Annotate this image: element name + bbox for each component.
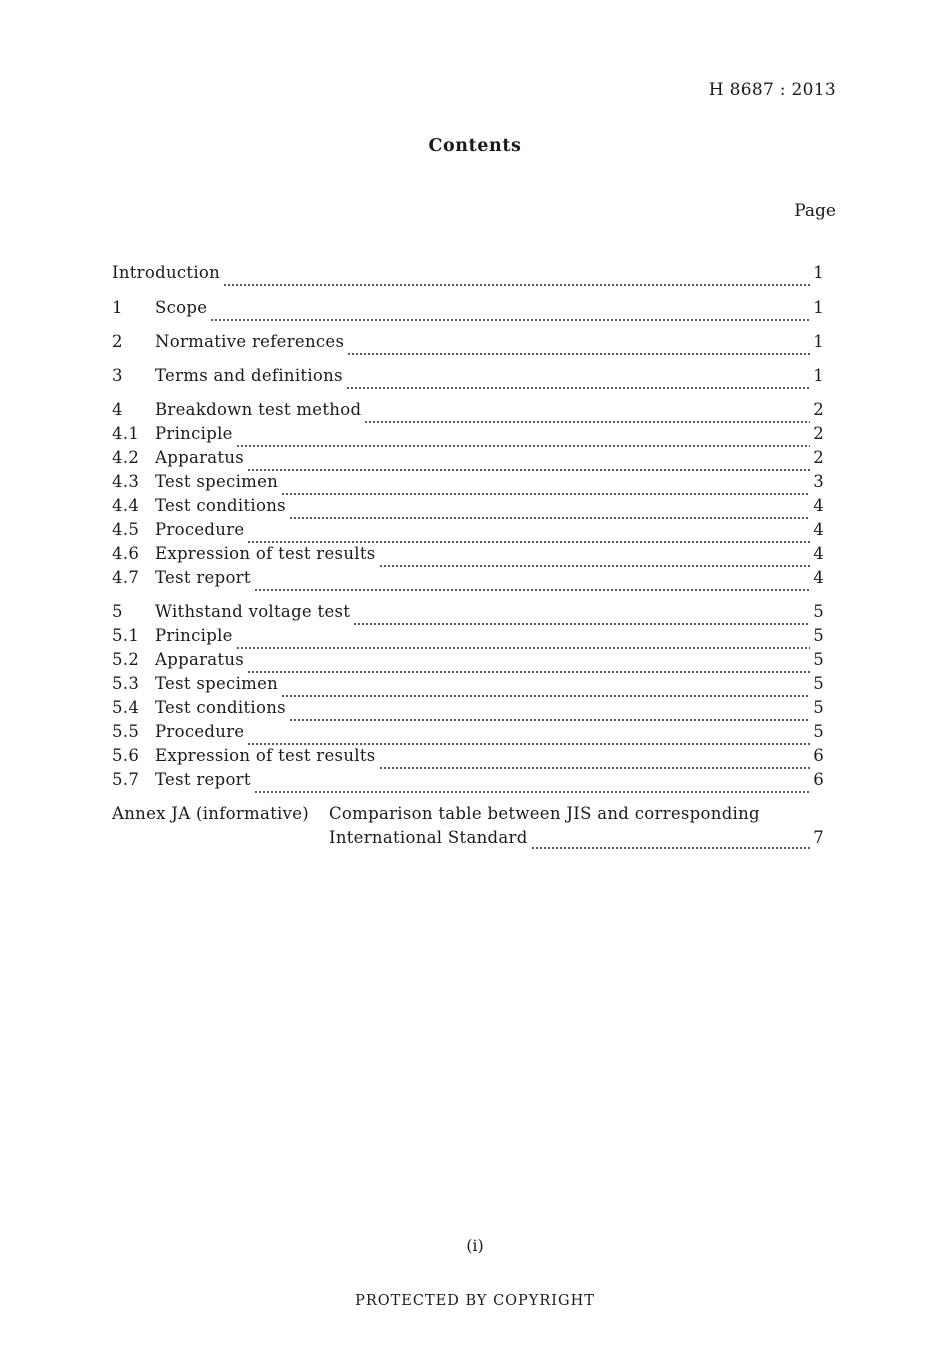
toc-entry[interactable]: [112, 722, 824, 746]
toc-entry[interactable]: [112, 674, 824, 698]
leader-dots: [247, 528, 810, 544]
toc-entry-number: 4: [112, 400, 123, 419]
toc-entry-number: 3: [112, 366, 123, 385]
toc-entry[interactable]: [112, 602, 824, 626]
leader-dots: [281, 480, 810, 496]
toc-entry-number: 2: [112, 332, 123, 351]
toc-entry-title: Test report: [155, 568, 251, 587]
toc-entry-page: 1: [813, 332, 824, 351]
toc-entry-title: Terms and definitions: [155, 366, 343, 385]
toc-entry-page: 1: [813, 298, 824, 317]
leader-dots: [247, 730, 810, 746]
toc-entry-title: Apparatus: [155, 448, 245, 467]
leader-dots: [247, 658, 810, 674]
toc-entry[interactable]: [112, 544, 824, 568]
toc-entry-page: 4: [813, 520, 824, 539]
toc-entry-page: 7: [813, 828, 824, 847]
toc-entry-number: 5.4: [112, 698, 140, 717]
toc-entry-number: 4.3: [112, 472, 140, 491]
toc-entry-page: 4: [813, 496, 824, 515]
annex-label: Annex JA (informative): [112, 804, 310, 823]
toc-entry-page: 5: [813, 722, 824, 741]
toc-entry-title: Normative references: [155, 332, 345, 351]
leader-dots: [347, 340, 810, 356]
annex-title-line2-row: [329, 828, 824, 847]
standard-number: H 8687 : 2013: [708, 80, 836, 100]
copyright-notice: PROTECTED BY COPYRIGHT: [355, 1293, 595, 1309]
toc-entry-title: Expression of test results: [155, 544, 376, 563]
toc-entry[interactable]: [112, 770, 824, 794]
toc-entry-page: 1: [813, 263, 824, 282]
toc-entry-page: 2: [813, 400, 824, 419]
toc-entry[interactable]: [112, 568, 824, 592]
toc-entry-title: Expression of test results: [155, 746, 376, 765]
toc-entry-page: 4: [813, 568, 824, 587]
toc-entry-page: 5: [813, 626, 824, 645]
toc-entry-number: 4.6: [112, 544, 140, 563]
toc-entry-page: 6: [813, 770, 824, 789]
toc-entry-number: 5.1: [112, 626, 140, 645]
toc-entry[interactable]: [112, 400, 824, 424]
leader-dots: [223, 271, 810, 287]
toc-entry[interactable]: [112, 698, 824, 722]
leader-dots: [531, 834, 811, 850]
toc-entry-title: Test specimen: [155, 674, 279, 693]
toc-entry-title: Principle: [155, 626, 233, 645]
toc-entry-title: Test conditions: [155, 698, 286, 717]
page-number: (i): [466, 1236, 484, 1255]
leader-dots: [254, 778, 810, 794]
leader-dots: [364, 408, 810, 424]
leader-dots: [379, 754, 811, 770]
toc-entry-page: 2: [813, 448, 824, 467]
toc-entry-page: 6: [813, 746, 824, 765]
leader-dots: [289, 504, 810, 520]
annex-title-line1: Comparison table between JIS and corresponding: [329, 804, 760, 823]
leader-dots: [247, 456, 810, 472]
toc-entry-number: 5.5: [112, 722, 140, 741]
toc-entry-page: 5: [813, 602, 824, 621]
toc-entry-page: 1: [813, 366, 824, 385]
toc-entry[interactable]: [112, 496, 824, 520]
toc-entry-number: 4.4: [112, 496, 140, 515]
toc-entry[interactable]: [112, 746, 824, 770]
toc-entry-number: 5.3: [112, 674, 140, 693]
toc-entry-title: Apparatus: [155, 650, 245, 669]
toc-entry-title: Test specimen: [155, 472, 279, 491]
toc-entry-number: 4.5: [112, 520, 140, 539]
toc-entry-number: 5.6: [112, 746, 140, 765]
annex-title-line2: International Standard: [329, 828, 528, 847]
leader-dots: [254, 576, 810, 592]
toc-entry-introduction[interactable]: [112, 263, 824, 287]
toc-entry-number: 5: [112, 602, 123, 621]
leader-dots: [210, 306, 810, 322]
toc-entry[interactable]: [112, 520, 824, 544]
toc-entry-page: 3: [813, 472, 824, 491]
toc-entry[interactable]: [112, 448, 824, 472]
toc-entry-title: Scope: [155, 298, 208, 317]
toc-entry-page: 5: [813, 674, 824, 693]
toc-entry-title: Introduction: [112, 263, 221, 282]
leader-dots: [289, 706, 810, 722]
toc-entry-number: 5.2: [112, 650, 140, 669]
contents-title: Contents: [428, 136, 522, 156]
toc-entry[interactable]: [112, 472, 824, 496]
toc-entry[interactable]: [112, 366, 824, 390]
toc-entry[interactable]: [112, 298, 824, 322]
toc-entry-page: 4: [813, 544, 824, 563]
leader-dots: [236, 634, 810, 650]
toc-entry-number: 5.7: [112, 770, 140, 789]
toc-entry-title: Procedure: [155, 722, 245, 741]
toc-entry-number: 4.7: [112, 568, 140, 587]
toc-entry-number: 1: [112, 298, 123, 317]
leader-dots: [236, 432, 810, 448]
leader-dots: [346, 374, 810, 390]
toc-entry-page: 5: [813, 650, 824, 669]
toc-entry-title: Test conditions: [155, 496, 286, 515]
page-column-label: Page: [794, 201, 836, 221]
toc-entry-number: 4.1: [112, 424, 140, 443]
leader-dots: [379, 552, 811, 568]
leader-dots: [353, 610, 810, 626]
toc-entry-number: 4.2: [112, 448, 140, 467]
toc-entry[interactable]: [112, 332, 824, 356]
toc-entry[interactable]: [112, 650, 824, 674]
toc-entry-title: Procedure: [155, 520, 245, 539]
toc-entry-page: 5: [813, 698, 824, 717]
toc-entry[interactable]: [112, 424, 824, 448]
leader-dots: [281, 682, 810, 698]
toc-entry-title: Principle: [155, 424, 233, 443]
toc-entry-page: 2: [813, 424, 824, 443]
toc-entry-title: Test report: [155, 770, 251, 789]
toc-entry-title: Breakdown test method: [155, 400, 362, 419]
toc-entry[interactable]: [112, 626, 824, 650]
toc-entry-title: Withstand voltage test: [155, 602, 351, 621]
